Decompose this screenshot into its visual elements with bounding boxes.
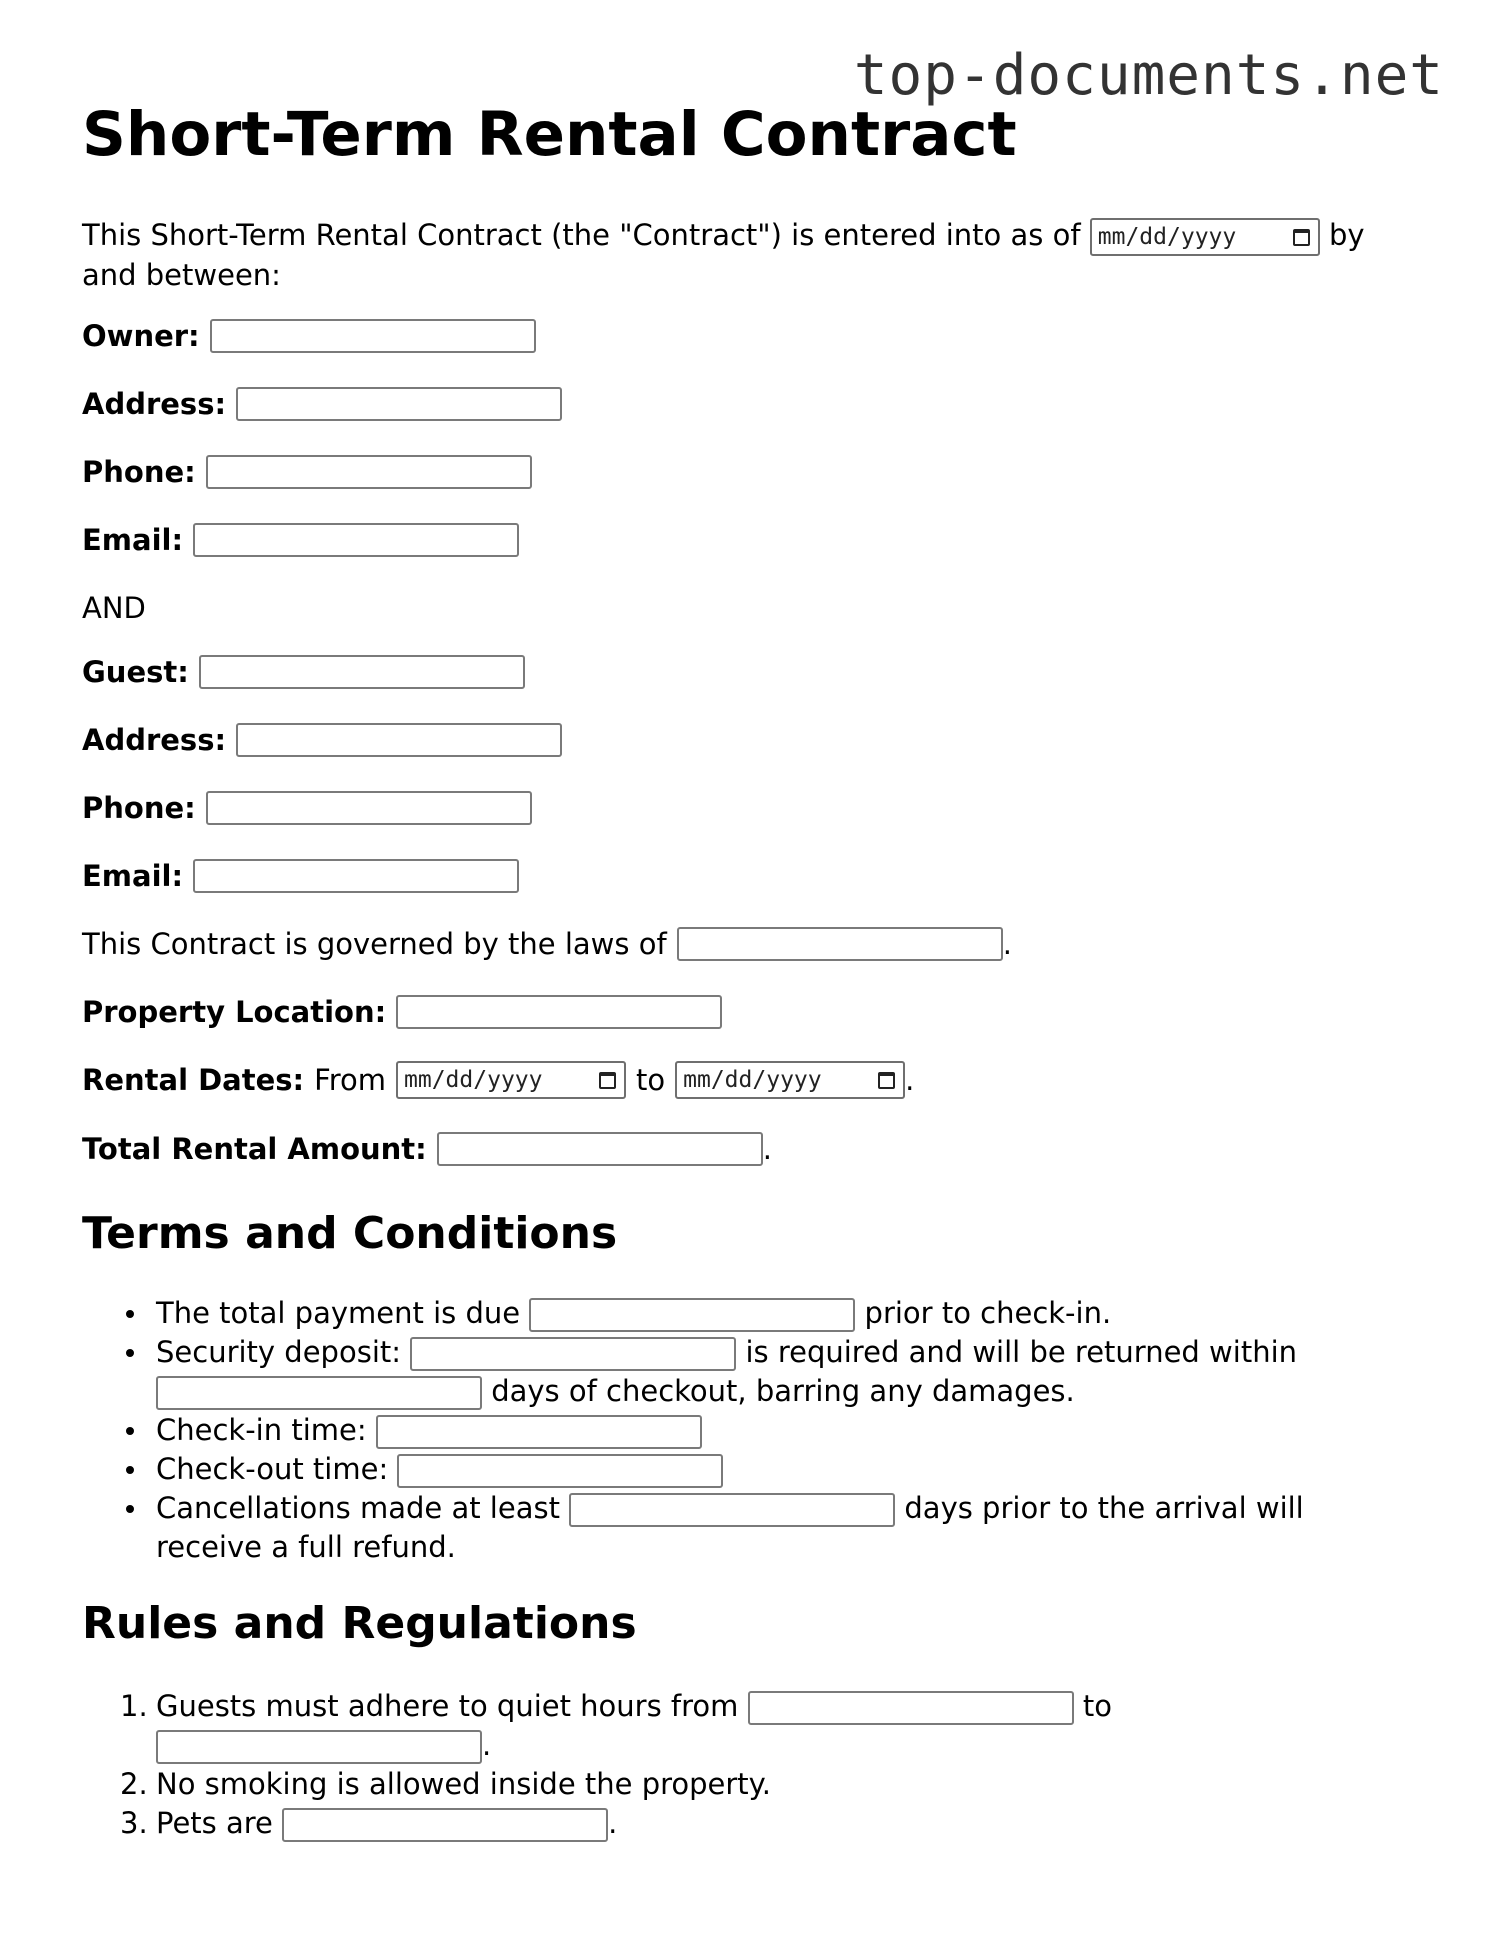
rules-list	[82, 1687, 1382, 1843]
terms-item-cancellation	[82, 1489, 1382, 1567]
total-rental-row	[82, 1130, 772, 1168]
to-text: to	[636, 1063, 666, 1097]
quiet-to-text: to	[1082, 1689, 1112, 1723]
rules-item-pets	[82, 1804, 1382, 1843]
guest-row	[82, 653, 525, 691]
terms-heading: Terms and Conditions	[82, 1208, 618, 1259]
intro-line2: and between:	[82, 258, 281, 292]
owner-phone-label: Phone:	[82, 455, 196, 489]
quiet-from-input[interactable]	[748, 1691, 1074, 1725]
owner-address-label: Address:	[82, 387, 227, 421]
owner-address-input[interactable]	[236, 387, 562, 421]
property-location-label: Property Location:	[82, 995, 387, 1029]
terms-list	[82, 1294, 1382, 1567]
governing-law-input[interactable]	[677, 927, 1003, 961]
from-date-placeholder: mm/dd/yyyy	[404, 1067, 543, 1093]
intro-text: This Short-Term Rental Contract (the "Contract") is entered into as of	[82, 218, 1081, 252]
and-text: AND	[82, 591, 146, 625]
calendar-icon[interactable]	[1293, 229, 1310, 246]
intro-paragraph	[82, 216, 1382, 294]
total-rental-label: Total Rental Amount:	[82, 1132, 427, 1166]
date-placeholder: mm/dd/yyyy	[1097, 224, 1237, 250]
rental-dates-label: Rental Dates:	[82, 1063, 305, 1097]
pets-end: .	[608, 1806, 618, 1840]
cancel-after-text: days prior to the arrival will	[904, 1491, 1304, 1525]
payment-text: The total payment is due	[156, 1296, 521, 1330]
deposit-days-input[interactable]	[156, 1376, 482, 1410]
property-location-row	[82, 993, 722, 1031]
governing-law-row	[82, 925, 1012, 963]
checkin-text: Check-in time:	[156, 1413, 367, 1447]
guest-address-row	[82, 721, 562, 759]
cancellation-days-input[interactable]	[569, 1493, 895, 1527]
rule-number: 3.	[120, 1806, 148, 1840]
rules-item-quiet-hours	[82, 1687, 1382, 1765]
to-date-input[interactable]	[675, 1061, 905, 1099]
guest-phone-row	[82, 789, 532, 827]
guest-name-input[interactable]	[199, 655, 525, 689]
owner-name-input[interactable]	[210, 319, 536, 353]
rules-heading: Rules and Regulations	[82, 1598, 637, 1649]
payment-after-text: prior to check-in.	[864, 1296, 1112, 1330]
rental-dates-row	[82, 1061, 914, 1099]
owner-row	[82, 317, 536, 355]
owner-email-label: Email:	[82, 523, 184, 557]
owner-phone-input[interactable]	[206, 455, 532, 489]
governing-text: This Contract is governed by the laws of	[82, 927, 667, 961]
quiet-text: Guests must adhere to quiet hours from	[156, 1689, 739, 1723]
governing-end: .	[1002, 927, 1012, 961]
property-location-input[interactable]	[396, 995, 722, 1029]
calendar-icon[interactable]	[878, 1072, 895, 1089]
total-rental-input[interactable]	[437, 1132, 763, 1166]
quiet-end: .	[482, 1728, 492, 1762]
guest-label: Guest:	[82, 655, 189, 689]
checkin-time-input[interactable]	[376, 1415, 702, 1449]
contract-date-input[interactable]	[1090, 218, 1320, 256]
cancel-line2-text: receive a full refund.	[156, 1530, 456, 1564]
guest-phone-label: Phone:	[82, 791, 196, 825]
deposit-amount-input[interactable]	[410, 1337, 736, 1371]
owner-address-row	[82, 385, 562, 423]
guest-address-label: Address:	[82, 723, 227, 757]
guest-email-input[interactable]	[193, 859, 519, 893]
rule-number: 1.	[120, 1689, 148, 1723]
owner-label: Owner:	[82, 319, 200, 353]
watermark: top-documents.net	[853, 43, 1444, 108]
to-date-placeholder: mm/dd/yyyy	[683, 1067, 822, 1093]
total-rental-end: .	[762, 1132, 772, 1166]
guest-phone-input[interactable]	[206, 791, 532, 825]
terms-item-checkout	[82, 1450, 1382, 1489]
from-date-input[interactable]	[396, 1061, 626, 1099]
pets-text: Pets are	[156, 1806, 273, 1840]
checkout-time-input[interactable]	[397, 1454, 723, 1488]
deposit-after-text: days of checkout, barring any damages.	[491, 1374, 1075, 1408]
terms-item-deposit	[82, 1333, 1382, 1411]
cancel-text: Cancellations made at least	[156, 1491, 560, 1525]
rule-number: 2.	[120, 1767, 148, 1801]
rules-item-smoking	[82, 1765, 1382, 1804]
guest-address-input[interactable]	[236, 723, 562, 757]
intro-by: by	[1328, 218, 1365, 252]
pets-input[interactable]	[282, 1808, 608, 1842]
quiet-to-input[interactable]	[156, 1730, 482, 1764]
rental-dates-end: .	[905, 1063, 915, 1097]
calendar-icon[interactable]	[599, 1072, 616, 1089]
payment-due-input[interactable]	[529, 1298, 855, 1332]
owner-email-input[interactable]	[193, 523, 519, 557]
checkout-text: Check-out time:	[156, 1452, 389, 1486]
deposit-text: Security deposit:	[156, 1335, 402, 1369]
terms-item-payment	[82, 1294, 1382, 1333]
from-text: From	[314, 1063, 387, 1097]
owner-phone-row	[82, 453, 532, 491]
guest-email-label: Email:	[82, 859, 184, 893]
terms-item-checkin	[82, 1411, 1382, 1450]
deposit-middle-text: is required and will be returned within	[745, 1335, 1298, 1369]
owner-email-row	[82, 521, 519, 559]
page-title: Short-Term Rental Contract	[82, 99, 1017, 170]
smoking-text: No smoking is allowed inside the property.	[156, 1767, 771, 1801]
guest-email-row	[82, 857, 519, 895]
